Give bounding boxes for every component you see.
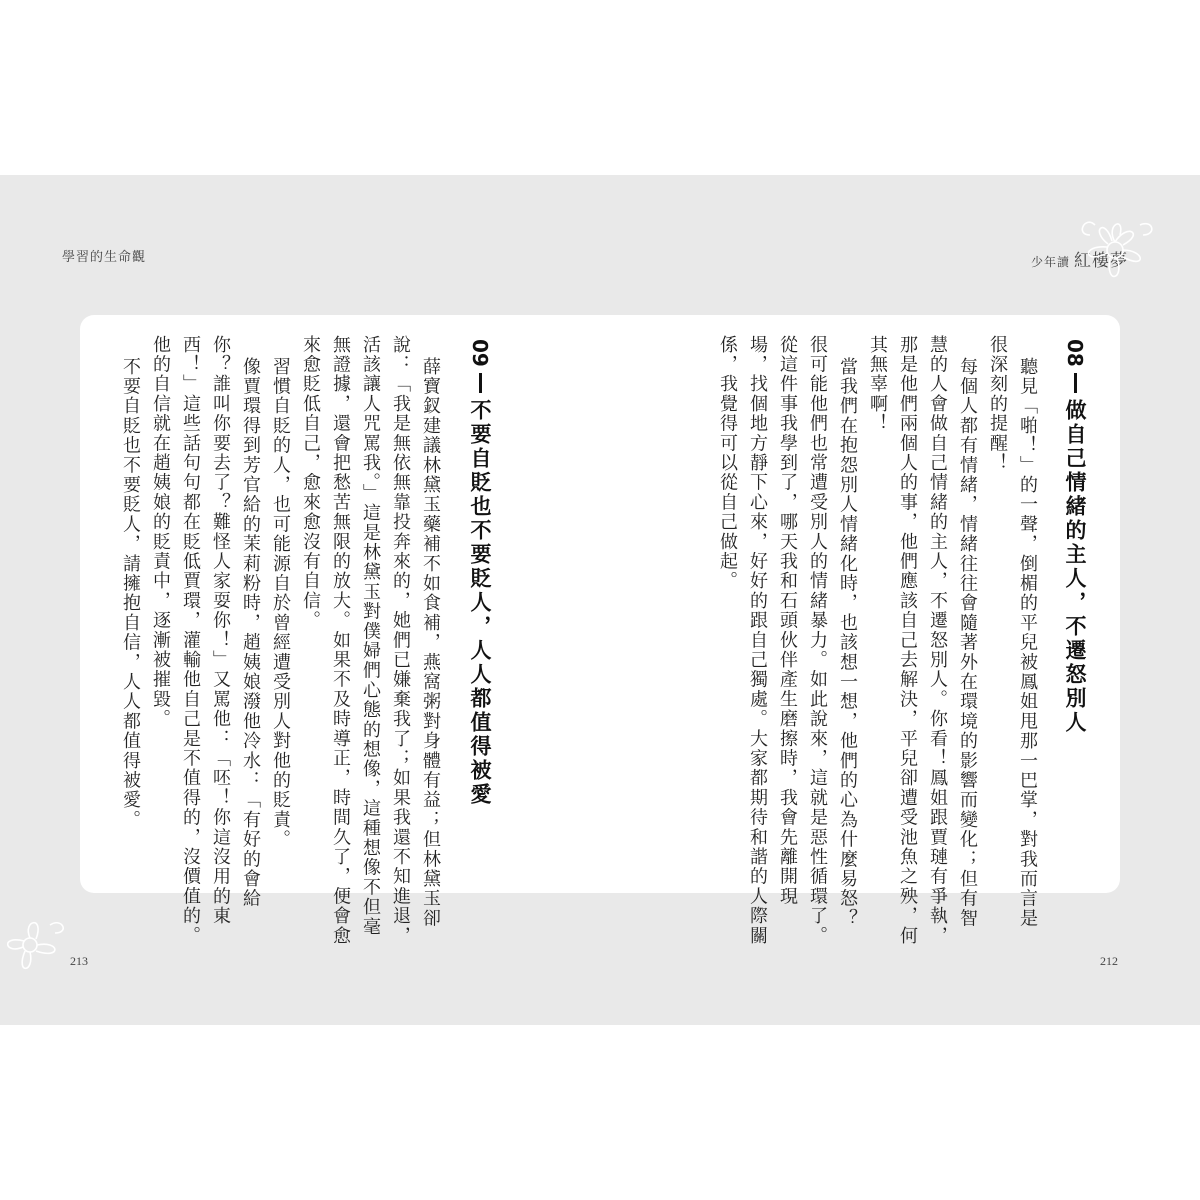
text-line: 聽見「啪！」的一聲，倒楣的平兒被鳳姐甩那一巴掌，對我而言是 <box>1017 357 1038 929</box>
text-line: 來愈貶低自己，愈來愈沒有自信。 <box>300 335 321 631</box>
text-line: 很深刻的提醒！ <box>987 335 1008 473</box>
text-line: 無證據，還會把愁苦無限的放大。如果不及時導正，時間久了，便會愈 <box>330 335 351 946</box>
text-line: 從這件事我學到了，哪天我和石頭伙伴產生磨擦時，我會先離開現 <box>777 335 798 907</box>
running-head-left: 學習的生命觀 <box>62 250 147 265</box>
section-09-body <box>115 335 445 946</box>
section-08-body <box>712 335 1042 946</box>
flower-ornament-icon <box>1065 205 1165 295</box>
section-09-heading <box>465 315 495 917</box>
text-line: 活該讓人咒罵我。」這是林黛玉對僕婦們心態的想像，這種想像不但毫 <box>360 335 381 937</box>
page-number-right: 212 <box>1100 954 1118 968</box>
text-line: 其無辜啊！ <box>867 335 888 434</box>
section-title: 做自己情緒的主人，不遷怒別人 <box>1063 398 1087 735</box>
heading-dash <box>1074 373 1077 393</box>
text-line: 當我們在抱怨別人情緒化時，也該想一想，他們的心為什麼易怒？ <box>837 357 858 929</box>
section-title: 不要自貶也不要貶人，人人都值得被愛 <box>468 398 492 807</box>
text-line: 慧的人會做自己情緒的主人，不遷怒別人。你看！鳳姐跟賈璉有爭執， <box>927 335 948 946</box>
text-line: 習慣自貶的人，也可能源自於曾經遭受別人對他的貶責。 <box>270 357 291 850</box>
series-label: 少年讀 <box>1030 255 1070 269</box>
text-line: 那是他們兩個人的事，他們應該自己去解決，平兒卻遭受池魚之殃，何 <box>897 335 918 946</box>
page-number-left: 213 <box>70 954 88 968</box>
text-line: 每個人都有情緒，情緒往往會隨著外在環境的影響而變化；但有智 <box>957 357 978 929</box>
flower-ornament-icon <box>0 905 80 985</box>
text-line: 西！」這些話句句都在貶低賈環，灌輸他自己是不值得的，沒價值的。 <box>180 335 201 946</box>
text-line: 場，找個地方靜下心來，好好的跟自己獨處。大家都期待和諧的人際關 <box>747 335 768 946</box>
text-line: 說：「我是無依無靠投奔來的，她們已嫌棄我了；如果我還不知進退， <box>390 335 411 946</box>
text-line: 很可能他們也常遭受別人的情緒暴力。如此說來，這就是惡性循環了。 <box>807 335 828 946</box>
text-line: 你？誰叫你要去了？難怪人家耍你！」又罵他：「呸！你這沒用的東 <box>210 335 231 926</box>
text-line: 像賈環得到芳官給的茉莉粉時，趙姨娘潑他冷水：「有好的會給 <box>240 357 261 909</box>
heading-dash <box>479 373 482 393</box>
book-spread <box>0 175 1200 1025</box>
section-number: 08 <box>1063 339 1087 367</box>
text-line: 薛寶釵建議林黛玉藥補不如食補，燕窩粥對身體有益；但林黛玉卻 <box>420 357 441 929</box>
text-line: 他的自信就在趙姨娘的貶責中，逐漸被摧毀。 <box>150 335 171 729</box>
book-title: 紅樓夢 <box>1074 251 1128 271</box>
text-line: 不要自貶也不要貶人，請擁抱自信，人人都值得被愛。 <box>120 357 141 830</box>
text-line: 係，我覺得可以從自己做起。 <box>717 335 738 592</box>
section-08-heading <box>1060 315 1090 917</box>
text-panel <box>80 315 1120 946</box>
section-number: 09 <box>468 339 492 367</box>
